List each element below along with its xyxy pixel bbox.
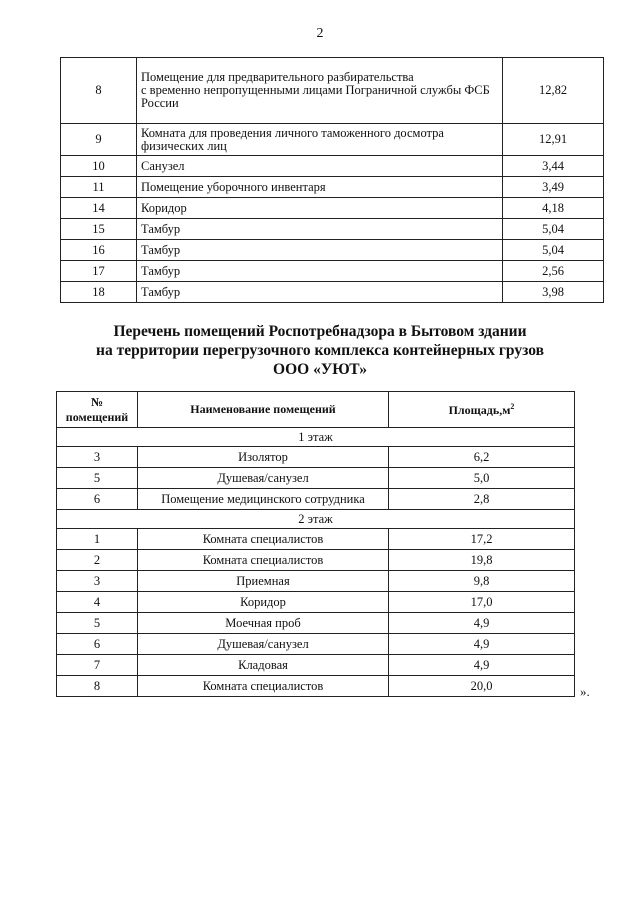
section-title-line: ООО «УЮТ» — [273, 361, 367, 378]
room-name — [137, 240, 503, 261]
room-name: Моечная проб — [138, 613, 389, 634]
page-number: 2 — [316, 26, 324, 41]
room-area: 3,44 — [503, 156, 604, 177]
room-name-line: Санузел — [141, 158, 185, 173]
room-area: 5,04 — [503, 219, 604, 240]
room-number: 8 — [57, 676, 138, 697]
floor-row — [57, 428, 575, 447]
room-area: 6,2 — [389, 447, 575, 468]
room-name-line: Тамбур — [141, 263, 181, 278]
room-name: Изолятор — [138, 447, 389, 468]
table-row — [61, 156, 604, 177]
room-area: 19,8 — [389, 550, 575, 571]
room-number: 4 — [57, 592, 138, 613]
room-name-line: с временно непропущенными лицами Пограничной службы ФСБ — [141, 83, 490, 97]
header-room-number — [57, 392, 138, 428]
table-row — [61, 219, 604, 240]
room-name: Душевая/санузел — [138, 468, 389, 489]
floor-label: 2 этаж — [57, 510, 575, 529]
table-row — [61, 282, 604, 303]
header-area-label: Площадь,м — [448, 402, 511, 417]
room-name — [137, 261, 503, 282]
room-area: 2,56 — [503, 261, 604, 282]
room-number: 10 — [61, 156, 137, 177]
room-number: 5 — [57, 613, 138, 634]
room-name-line: Комната для проведения личного таможенного досмотра — [141, 125, 444, 140]
section-title-line: на территории перегрузочного комплекса контейнерных грузов — [96, 342, 544, 359]
room-name — [137, 177, 503, 198]
room-area: 9,8 — [389, 571, 575, 592]
room-area: 2,8 — [389, 489, 575, 510]
table-row — [61, 58, 604, 124]
room-name — [137, 58, 503, 124]
rooms-table-continued — [60, 57, 604, 303]
room-area: 4,9 — [389, 634, 575, 655]
room-name: Комната специалистов — [138, 550, 389, 571]
room-name-line: Помещение уборочного инвентаря — [141, 179, 326, 194]
room-area: 4,9 — [389, 613, 575, 634]
room-number: 6 — [57, 634, 138, 655]
room-name: Комната специалистов — [138, 676, 389, 697]
room-number: 5 — [57, 468, 138, 489]
room-number: 9 — [61, 124, 137, 156]
room-area: 12,82 — [503, 58, 604, 124]
table-row — [61, 261, 604, 282]
room-name: Душевая/санузел — [138, 634, 389, 655]
header-room-name: Наименование помещений — [138, 392, 389, 428]
table-row — [57, 529, 575, 550]
section-title-line: Перечень помещений Роспотребнадзора в Бытовом здании — [113, 323, 527, 340]
room-area: 3,49 — [503, 177, 604, 198]
room-number: 11 — [61, 177, 137, 198]
room-name: Коридор — [138, 592, 389, 613]
header-area — [389, 392, 575, 428]
table-row — [57, 571, 575, 592]
room-number: 16 — [61, 240, 137, 261]
room-number: 3 — [57, 571, 138, 592]
room-name-line: Тамбур — [141, 221, 181, 236]
floor-row — [57, 510, 575, 529]
table-row — [57, 592, 575, 613]
room-name: Комната специалистов — [138, 529, 389, 550]
room-name — [137, 282, 503, 303]
table-row — [57, 550, 575, 571]
rospotrebnadzor-rooms-table — [56, 391, 575, 697]
closing-quote: ». — [580, 684, 590, 699]
room-number: 2 — [57, 550, 138, 571]
room-number: 17 — [61, 261, 137, 282]
table-row — [57, 447, 575, 468]
table-row — [57, 676, 575, 697]
room-name: Помещение медицинского сотрудника — [138, 489, 389, 510]
room-number: 14 — [61, 198, 137, 219]
room-name-line: Тамбур — [141, 284, 181, 299]
table-row — [57, 655, 575, 676]
floor-label: 1 этаж — [57, 428, 575, 447]
room-name — [137, 219, 503, 240]
room-number: 15 — [61, 219, 137, 240]
room-name-line: Коридор — [141, 200, 187, 215]
room-name: Кладовая — [138, 655, 389, 676]
room-number: 18 — [61, 282, 137, 303]
room-number: 8 — [61, 58, 137, 124]
room-number: 3 — [57, 447, 138, 468]
room-number: 1 — [57, 529, 138, 550]
room-area: 17,0 — [389, 592, 575, 613]
header-num-label: помещений — [65, 409, 129, 424]
table-row — [61, 177, 604, 198]
table-row — [57, 489, 575, 510]
table-row — [61, 198, 604, 219]
room-name — [137, 124, 503, 156]
table-row — [57, 468, 575, 489]
table-row — [61, 240, 604, 261]
table-header-row — [57, 392, 575, 428]
table-row — [61, 124, 604, 156]
table-row — [57, 634, 575, 655]
room-name-line: России — [141, 96, 179, 110]
room-area: 20,0 — [389, 676, 575, 697]
room-name-line: физических лиц — [141, 138, 227, 153]
table-row — [57, 613, 575, 634]
room-area: 4,9 — [389, 655, 575, 676]
room-area: 17,2 — [389, 529, 575, 550]
room-area: 3,98 — [503, 282, 604, 303]
room-area: 12,91 — [503, 124, 604, 156]
room-area: 5,04 — [503, 240, 604, 261]
header-area-sup: 2 — [510, 401, 515, 411]
room-area: 5,0 — [389, 468, 575, 489]
room-number: 6 — [57, 489, 138, 510]
room-number: 7 — [57, 655, 138, 676]
room-name: Приемная — [138, 571, 389, 592]
room-name-line: Помещение для предварительного разбирательства — [141, 70, 414, 84]
header-num-symbol: № — [90, 394, 104, 409]
room-name-line: Тамбур — [141, 242, 181, 257]
room-name — [137, 156, 503, 177]
room-area: 4,18 — [503, 198, 604, 219]
room-name — [137, 198, 503, 219]
section-title — [0, 322, 640, 379]
